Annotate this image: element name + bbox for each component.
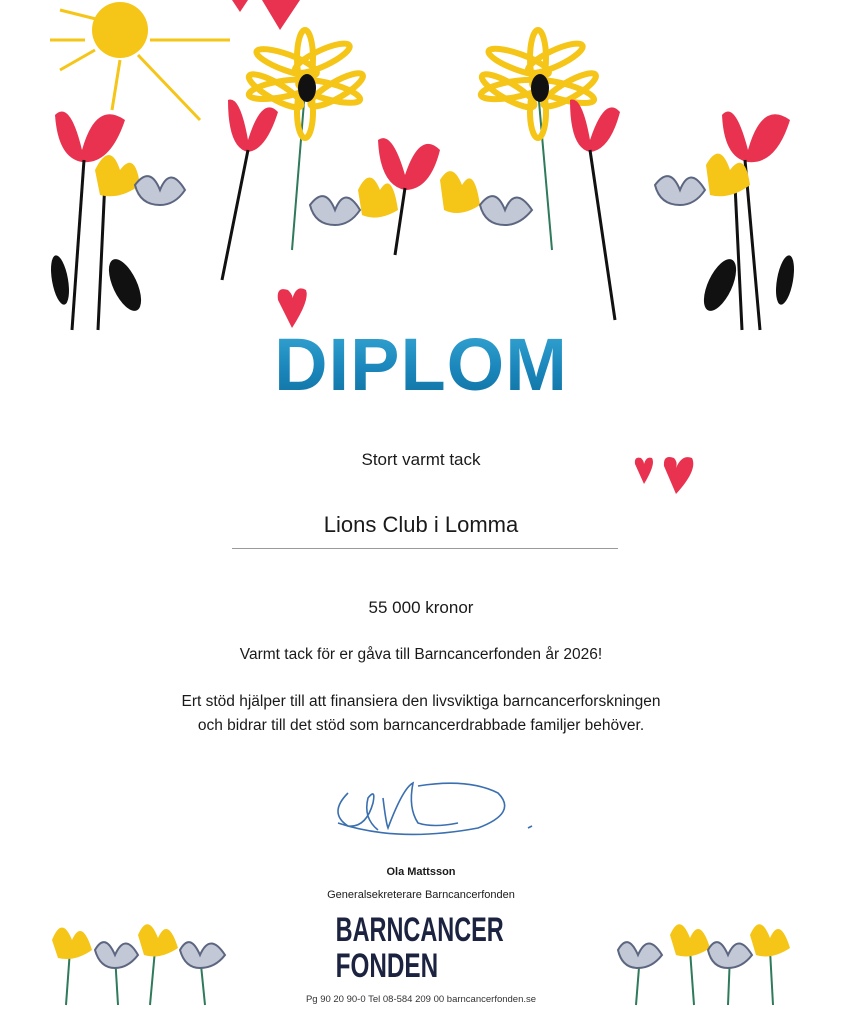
signatory-name: Ola Mattsson [386, 866, 456, 878]
svg-text:BARNCANCER: BARNCANCER [335, 910, 504, 949]
signatory-role: Generalsekreterare Barncancerfonden [327, 889, 515, 901]
body-text [0, 690, 842, 738]
bottom-flower-illustration [0, 900, 842, 1030]
diploma-title: DIPLOM [0, 322, 842, 407]
footer-contact: Pg 90 20 90-0 Tel 08-584 209 00 barncancerfonden.se [305, 994, 537, 1005]
body-line-2: och bidrar till det stöd som barncancerdrabbade familjer behöver. [197, 717, 645, 734]
red-tulips [55, 100, 790, 191]
donation-amount: 55 000 kronor [368, 598, 474, 617]
svg-text:FONDEN: FONDEN [335, 946, 439, 985]
body-line-1: Ert stöd hjälper till att finansiera den livsviktiga barncancerforskningen [181, 693, 661, 710]
handwritten-signature [318, 768, 538, 848]
top-flower-illustration [0, 0, 842, 340]
greeting-text: Stort varmt tack [361, 450, 481, 469]
thanks-line: Varmt tack för er gåva till Barncancerfonden år 2026! [239, 646, 603, 663]
heart-drawing [232, 0, 300, 30]
recipient-underline [232, 548, 618, 549]
black-leaves [48, 254, 797, 315]
recipient-name: Lions Club i Lomma [323, 512, 519, 537]
sun-drawing [50, 2, 230, 120]
